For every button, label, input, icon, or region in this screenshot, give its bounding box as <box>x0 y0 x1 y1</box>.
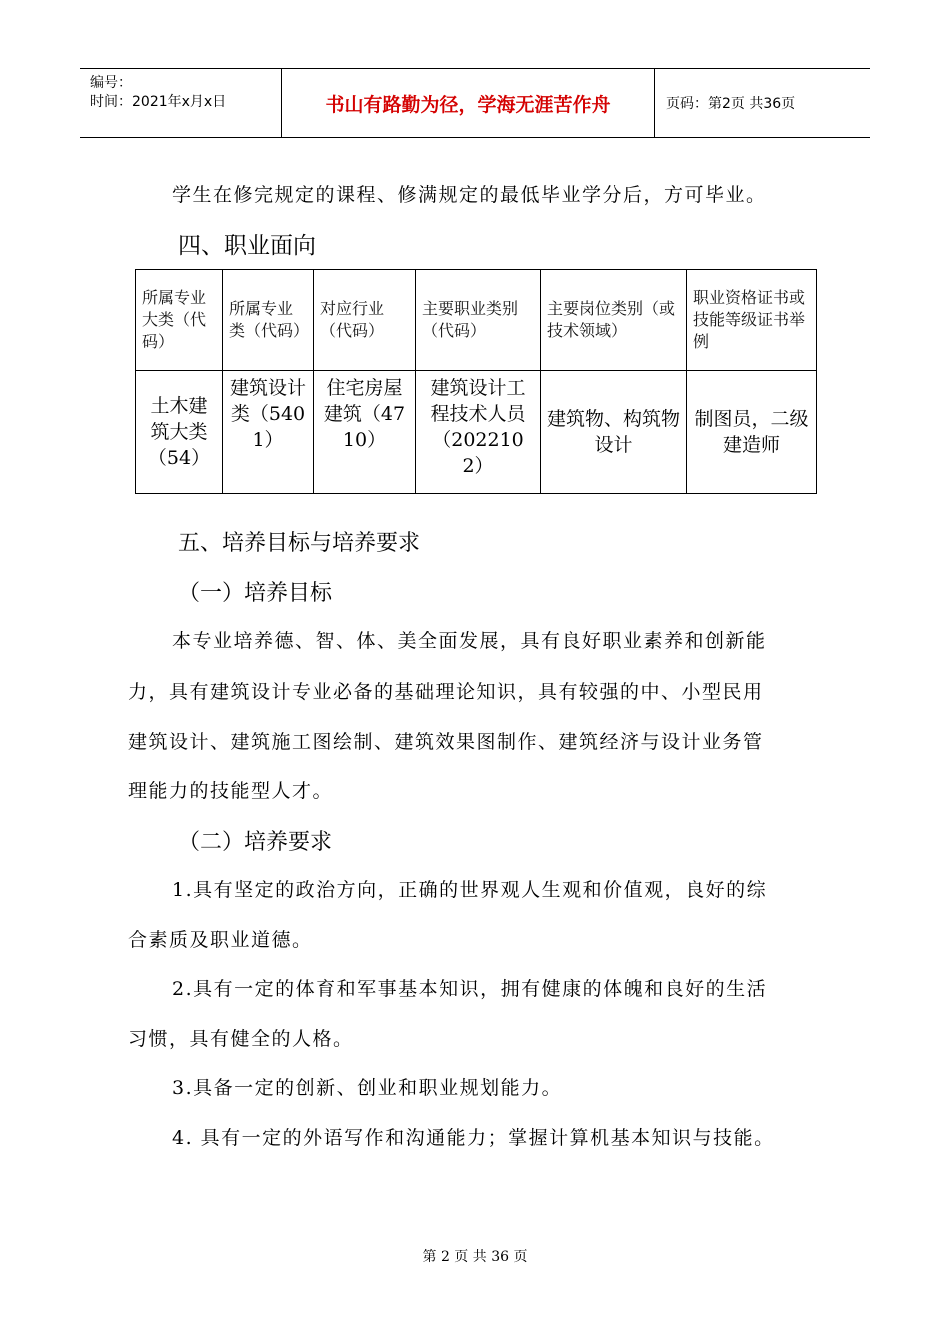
req-line: 合素质及职业道德。 <box>128 929 313 951</box>
table-cell: 土木建筑大类（54） <box>136 371 223 494</box>
table-header-row <box>136 270 817 371</box>
header-number: 编号： <box>90 75 132 91</box>
req-line: 2.具有一定的体育和军事基本知识，拥有健康的体魄和良好的生活 <box>172 978 768 1000</box>
goal-line: 本专业培养德、智、体、美全面发展，具有良好职业素养和创新能 <box>172 630 767 652</box>
header-page-info: 页码：第2页 共36页 <box>666 96 796 112</box>
table-header-cell: 主要岗位类别（或技术领域） <box>541 270 687 371</box>
goal-line: 建筑设计、建筑施工图绘制、建筑效果图制作、建筑经济与设计业务管 <box>128 731 764 753</box>
page-header <box>80 68 870 138</box>
req-line: 1.具有坚定的政治方向，正确的世界观人生观和价值观，良好的综 <box>172 879 768 901</box>
table-cell: 建筑物、构筑物设计 <box>541 371 687 494</box>
section-5-title: 五、培养目标与培养要求 <box>178 531 421 556</box>
career-table <box>135 269 817 494</box>
req-line: 4. 具有一定的外语写作和沟通能力；掌握计算机基本知识与技能。 <box>172 1127 775 1149</box>
header-motto: 书山有路勤为径，学海无涯苦作舟 <box>281 69 655 137</box>
table-header-cell: 对应行业（代码） <box>314 270 416 371</box>
subsection-req-title: （二）培养要求 <box>178 830 333 855</box>
table-cell: 制图员，二级建造师 <box>687 371 817 494</box>
table-header-cell: 职业资格证书或技能等级证书举例 <box>687 270 817 371</box>
table-header-cell: 所属专业大类（代码） <box>136 270 223 371</box>
section-4-title: 四、职业面向 <box>178 233 316 259</box>
table-header-cell: 所属专业类（代码） <box>223 270 314 371</box>
table-row <box>136 371 817 494</box>
table-cell: 住宅房屋建筑（4710） <box>314 371 416 494</box>
table-header-cell: 主要职业类别（代码） <box>416 270 541 371</box>
header-meta <box>80 69 280 137</box>
table-cell: 建筑设计工程技术人员（2022102） <box>416 371 541 494</box>
req-line: 习惯，具有健全的人格。 <box>128 1028 354 1050</box>
table-cell: 建筑设计类（5401） <box>223 371 314 494</box>
goal-line: 理能力的技能型人才。 <box>128 780 334 802</box>
subsection-goal-title: （一）培养目标 <box>178 581 333 606</box>
req-line: 3.具备一定的创新、创业和职业规划能力。 <box>172 1077 563 1099</box>
header-time: 时间：2021年x月x日 <box>90 94 227 110</box>
intro-paragraph: 学生在修完规定的课程、修满规定的最低毕业学分后，方可毕业。 <box>172 184 767 206</box>
goal-line: 力，具有建筑设计专业必备的基础理论知识，具有较强的中、小型民用 <box>128 681 764 703</box>
page-footer: 第 2 页 共 36 页 <box>422 1249 528 1265</box>
